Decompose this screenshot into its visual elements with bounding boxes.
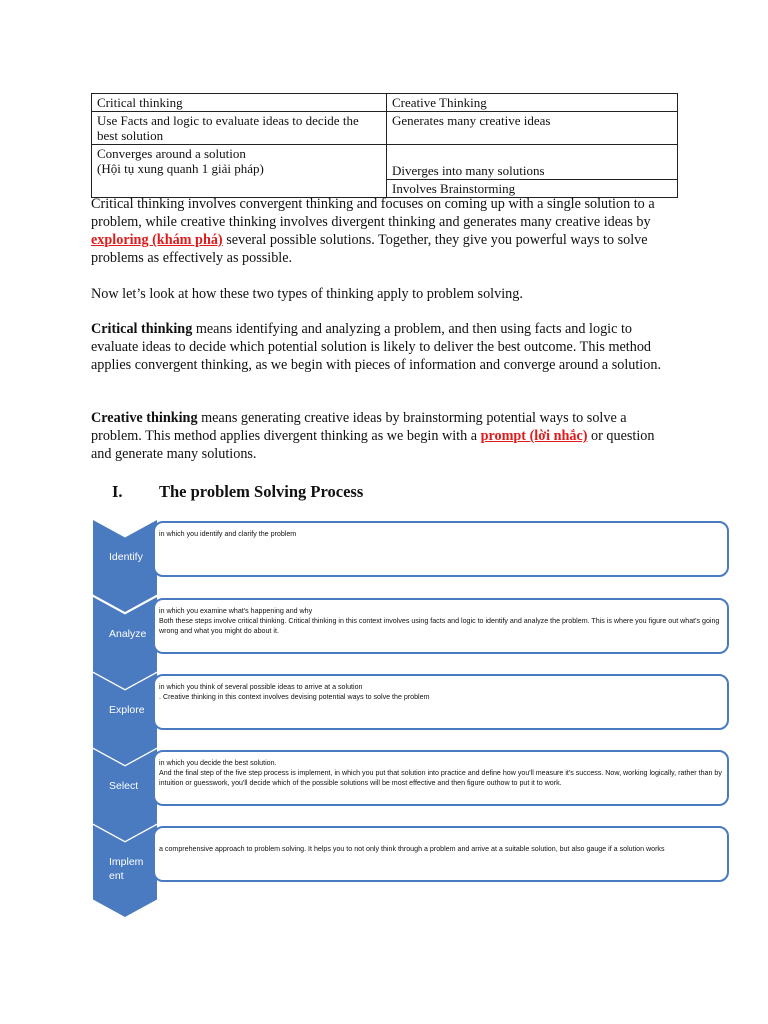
table-cell: Diverges into many solutions [387, 145, 678, 180]
step-label: Implement [109, 856, 144, 882]
step-text: in which you examine what's happening and why [159, 607, 313, 615]
step-text: a comprehensive approach to problem solving. It helps you to not only think through a problem and arrive at a suitable solution, but also gauge if a solution works [159, 845, 665, 853]
cell-line: (Hội tụ xung quanh 1 giải pháp) [97, 161, 264, 176]
step-text: in which you decide the best solution. [159, 759, 277, 767]
table-row [92, 112, 678, 145]
table-row [92, 94, 678, 112]
text-run: means generating creative ideas by brainstorming potential ways to solve a problem. This method applies divergent thinking as we begin with a [91, 410, 627, 444]
table-cell: Involves Brainstorming [387, 180, 678, 198]
text-run: several possible solutions. Together, they give you powerful ways to solve problems as effectively as possible. [91, 232, 648, 266]
step-text: Both these steps involve critical thinking. Critical thinking in this context involves using facts and logic to identify and analyze the problem. This is where you figure out what's going wrong and what you might do about it. [159, 617, 720, 635]
section-title: The problem Solving Process [159, 482, 364, 501]
paragraph-transition: Now let’s look at how these two types of thinking apply to problem solving. [91, 286, 523, 302]
table-cell [92, 145, 387, 198]
text-run: Critical thinking involves convergent thinking and focuses on coming up with a single solution to a problem, while creative thinking involves divergent thinking and generates many creative ideas by [91, 196, 655, 230]
step-label: Explore [109, 704, 145, 716]
step-text: in which you think of several possible ideas to arrive at a solution [159, 683, 363, 691]
step-label: Analyze [109, 628, 147, 640]
comparison-table [91, 93, 678, 198]
paragraph-critical [91, 320, 673, 374]
step-description-box [153, 598, 729, 654]
step-description-box [153, 674, 729, 730]
term-creative-thinking: Creative thinking [91, 410, 198, 426]
process-step [93, 825, 733, 917]
table-cell: Use Facts and logic to evaluate ideas to decide the best solution [92, 112, 387, 145]
step-label: Identify [109, 551, 143, 563]
step-text: in which you identify and clarify the problem [159, 530, 297, 538]
exploring-link[interactable]: exploring (khám phá) [91, 232, 223, 248]
table-cell: Generates many creative ideas [387, 112, 678, 145]
paragraph-intro [91, 195, 673, 267]
text-run: or question and generate many solutions. [91, 428, 655, 462]
step-text: . Creative thinking in this context involves devising potential ways to solve the problem [159, 693, 430, 701]
step-label: Select [109, 780, 139, 792]
step-text: And the final step of the five step process is implement, in which you put that solution into practice and define how you'll measure it's success. Now, working logically, rather than by intuition or guesswork, you'll decide which of the possible solutions will be most effective and then figure outhow to put it to work. [159, 769, 722, 787]
cell-line: Converges around a solution [97, 146, 246, 161]
step-description-box [153, 826, 729, 882]
section-number: I. [112, 482, 123, 501]
table-row [92, 145, 678, 180]
prompt-link[interactable]: prompt (lời nhắc) [480, 428, 588, 444]
section-heading [112, 481, 363, 503]
paragraph-creative [91, 409, 673, 463]
text-run: means identifying and analyzing a problem, and then using facts and logic to evaluate ideas to decide which potential solution is likely to deliver the best outcome. This method applies convergent thinking, as we begin with pieces of information and converge around a solution. [91, 321, 661, 373]
table-cell: Critical thinking [92, 94, 387, 112]
step-description-box [153, 521, 729, 577]
table-cell: Creative Thinking [387, 94, 678, 112]
step-description-box [153, 750, 729, 806]
term-critical-thinking: Critical thinking [91, 321, 193, 337]
